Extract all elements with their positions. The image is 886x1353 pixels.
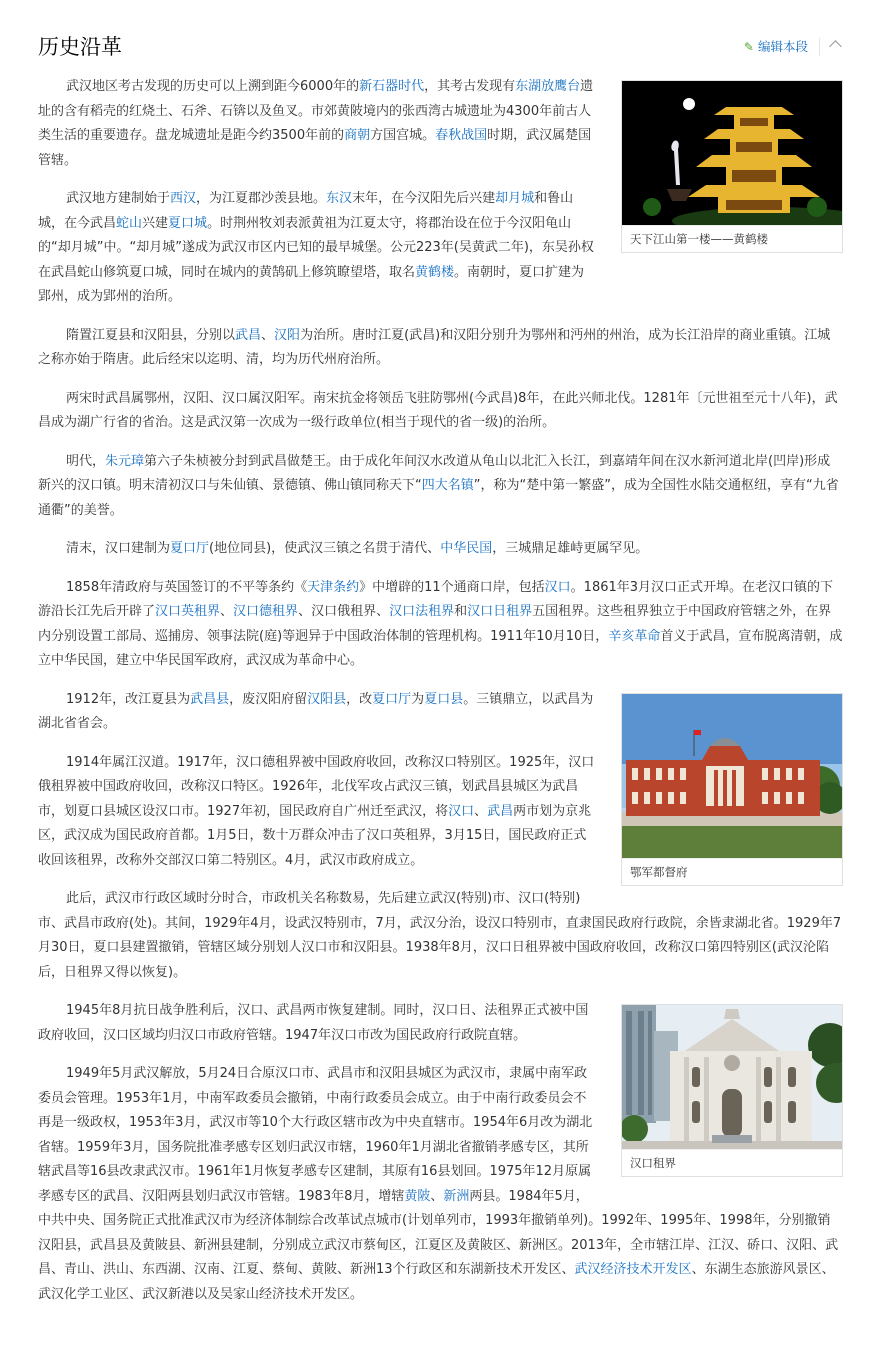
header-divider xyxy=(819,38,820,56)
white-church-building-illustration xyxy=(622,1005,842,1149)
paragraph-text: 1949年5月武汉解放，5月24日合原汉口市、武昌市和汉阳县城区为武汉市，隶属中南军政委员会管理。1953年1月，中南军政委员会撤销，中南行政委员会成立。由于中南行政委员会不再是一级政权，1953年3月，武汉市等10个大行政区辖市改为中央直辖市。1954年6月改为湖北省辖。1959年3月，国务院批准孝感专区划归武汉市辖，1960年1月湖北省撤销孝感专区，其所辖武昌等16县改隶武汉市。1961年1月恢复孝感专区建制，其原有16县划回。1975年12月原属孝感专区的武昌、汉阳两县划归武汉市管辖。1983年8月，增辖 xyxy=(38,1066,593,1204)
article-link[interactable]: 汉阳县 xyxy=(307,691,347,707)
paragraph-text: 。1861年3月汉口正式开埠。在老汉口镇的下游沿长江先后开辟了 xyxy=(38,579,834,619)
edit-section-button[interactable] xyxy=(744,38,808,56)
red-brick-building-illustration xyxy=(622,694,842,858)
paragraph-text: 方国宫城。 xyxy=(370,128,436,143)
paragraph-text: 明代， xyxy=(66,453,106,469)
paragraph-text: 清末，汉口建制为 xyxy=(66,541,171,556)
paragraph-text: 兴建 xyxy=(142,215,169,231)
paragraph-text: 两市划为京兆区，武汉成为国民政府首都。1月5日，数十万群众冲击了汉口英租界，3月15日，国民政府正式收回该租界，改称外交部汉口第二特别区。4月，武汉市政府成立。 xyxy=(38,803,592,868)
paragraph-text: 末年，在今汉阳先后兴建 xyxy=(352,191,496,206)
article-link[interactable]: 四大名镇 xyxy=(421,478,474,493)
article-link[interactable]: 汉口法租界 xyxy=(389,604,455,619)
paragraph-text: 第六子朱桢被分封到武昌做楚王。由于成化年间汉水改道从龟山以北汇入长江，到嘉靖年间在汉水新河道北岸(凹岸)形成新兴的汉口镇。明末清初汉口与朱仙镇、景德镇、佛山镇同称天下“ xyxy=(38,453,831,493)
paragraph-text: (地位同县)，使武汉三镇之名贯于清代、 xyxy=(209,541,441,556)
figure-hubei-military-government[interactable] xyxy=(621,693,843,886)
paragraph-text: 首义于武昌，宣布脱离清朝，成立中华民国，建立中华民国军政府，武汉成为革命中心。 xyxy=(38,628,843,668)
paragraph-text: ，三城鼎足雄峙更属罕见。 xyxy=(492,541,649,556)
article-link[interactable]: 东湖放鹰台 xyxy=(515,79,581,94)
paragraph-text: 、 xyxy=(430,1188,444,1204)
article-link[interactable]: 汉口 xyxy=(544,579,571,595)
paragraph-text: 为 xyxy=(411,691,425,707)
article-link[interactable]: 辛亥革命 xyxy=(608,628,661,644)
article-link[interactable]: 汉口英租界 xyxy=(155,604,221,619)
article-link[interactable]: 武汉经济技术开发区 xyxy=(574,1262,692,1277)
figure-caption: 汉口租界 xyxy=(622,1149,842,1176)
paragraph-text: 两县。1984年5月，中共中央、国务院正式批准武汉市为经济体制综合改革试点城市(计划单列市，1993年撤销单列)。1992年、1995年、1998年，分别撤销汉阳县，武昌县及黄陂县、新洲县建制，分别成立武汉市蔡甸区，江夏区及黄陂区、新洲区。2013年，全市辖江岸、江汉、硚口、汉阳、武昌、青山、洪山、东西湖、汉南、江夏、蔡甸、黄陂、新洲13个行政区和东湖新技术开发区、 xyxy=(38,1188,839,1277)
paragraph-text: 、 xyxy=(474,803,488,819)
edit-section-label: 编辑本段 xyxy=(757,39,808,54)
article-link[interactable]: 夏口厅 xyxy=(170,541,210,556)
figure-caption: 天下江山第一楼——黄鹤楼 xyxy=(622,225,842,252)
article-link[interactable]: 黄陂 xyxy=(404,1188,431,1204)
article-link[interactable]: 武昌 xyxy=(487,803,514,819)
paragraph xyxy=(38,887,843,985)
figure-yellow-crane-tower[interactable] xyxy=(621,80,843,253)
paragraph-text: ”，称为“楚中第一繁盛”，成为全国性水陆交通枢纽，享有“九省通衢”的美誉。 xyxy=(38,478,839,518)
paragraph-text: 和 xyxy=(454,604,468,619)
paragraph-text: 。时荆州牧刘表派黄祖为江夏太守，将郡治设在位于今汉阳龟山的“却月城”中。“却月城”遂成为武汉市区内已知的最早城堡。公元223年(吴黄武二年)，东吴孙权在武昌蛇山修筑夏口城，同时在城内的黄鹄矶上修筑瞭望塔，取名 xyxy=(38,215,594,280)
paragraph-text: 》中增辟的11个通商口岸，包括 xyxy=(359,579,545,595)
section-title: 历史沿革 xyxy=(38,35,122,59)
paragraph-text: 、 xyxy=(261,327,275,343)
article-link[interactable]: 新石器时代 xyxy=(359,79,425,94)
paragraph-text: 。三镇鼎立，以武昌为湖北省省会。 xyxy=(38,691,594,731)
paragraph-text: 和鲁山城，在今武昌 xyxy=(38,191,574,231)
paragraph-text: ，其考古发现有 xyxy=(424,79,516,94)
article-link[interactable]: 中华民国 xyxy=(440,541,493,556)
paragraph-text: 、 xyxy=(220,604,234,619)
figure-hankou-concession[interactable] xyxy=(621,1004,843,1177)
section-header xyxy=(38,30,848,66)
paragraph-text: 此后，武汉市行政区域时分时合，市政机关名称数易，先后建立武汉(特别)市、汉口(特别)市、武昌市政府(处)。其间，1929年4月，设武汉特别市，7月，武汉分治，设汉口特别市，直隶国民政府行政院，余皆隶湖北省。1929年7月30日，夏口县建置撤销，管辖区域分别划人汉口市和汉阳县。1938年8月，汉口日租界被中国政府收回，改称汉口第四特别区(武汉沦陷后，日租界又得以恢复)。 xyxy=(38,891,842,980)
article-link[interactable]: 夏口城 xyxy=(168,215,208,231)
article-link[interactable]: 却月城 xyxy=(495,191,535,206)
paragraph-text: 五国租界。这些租界独立于中国政府管辖之外，在界内分别设置工部局、巡捕房、领事法院(庭)等迥异于中国政治体制的管理机构。1911年10月10日， xyxy=(38,604,832,644)
paragraph-text: 1945年8月抗日战争胜利后，汉口、武昌两市恢复建制。同时，汉口日、法租界正式被中国政府收回，汉口区域均归汉口市政府管辖。1947年汉口市改为国民政府行政院直辖。 xyxy=(38,1003,589,1043)
yellow-crane-tower-illustration xyxy=(622,81,842,225)
article-link[interactable]: 汉口 xyxy=(448,803,475,819)
paragraph-text: 。南朝时，夏口扩建为郢州，成为郢州的治所。 xyxy=(38,264,585,304)
paragraph-text: ，废汉阳府留 xyxy=(229,691,308,707)
paragraph-text: 武汉地方建制始于 xyxy=(66,191,171,206)
paragraph-text: 遗址的含有稻壳的红烧土、石斧、石锛以及鱼叉。市郊黄陂境内的张西湾古城遗址为4300年前古人类生活的重要遗存。盘龙城遗址是距今约3500年前的 xyxy=(38,79,594,143)
red-brick-building-image xyxy=(622,694,842,858)
paragraph xyxy=(38,324,843,373)
paragraph-text: 两宋时武昌属鄂州，汉阳、汉口属汉阳军。南宋抗金将领岳飞驻防鄂州(今武昌)8年，在此兴师北伐。1281年〔元世祖至元十八年)，武昌成为湖广行省的省治。这是武汉第一次成为一级行政单位(相当于现代的省一级)的治所。 xyxy=(38,390,838,430)
article-link[interactable]: 汉阳 xyxy=(274,327,301,343)
article-link[interactable]: 汉口德租界 xyxy=(233,604,299,619)
article-link[interactable]: 夏口厅 xyxy=(372,691,412,707)
article-link[interactable]: 朱元璋 xyxy=(105,453,145,469)
article-link[interactable]: 黄鹤楼 xyxy=(415,264,455,280)
figure-caption: 鄂军都督府 xyxy=(622,858,842,885)
article-link[interactable]: 天津条约 xyxy=(307,579,360,595)
article-link[interactable]: 武昌县 xyxy=(190,691,230,707)
article-link[interactable]: 夏口县 xyxy=(424,691,464,707)
article-content xyxy=(38,75,843,1321)
paragraph-text: ，改 xyxy=(346,691,373,707)
article-link[interactable]: 汉口日租界 xyxy=(467,604,533,619)
article-link[interactable]: 西汉 xyxy=(170,191,197,206)
paragraph-text: 1912年，改江夏县为 xyxy=(66,691,191,707)
paragraph xyxy=(38,387,843,436)
paragraph-text: 时期，武汉属楚国管辖。 xyxy=(38,128,592,168)
article-link[interactable]: 武昌 xyxy=(235,327,262,343)
article-link[interactable]: 新洲 xyxy=(443,1188,470,1204)
paragraph xyxy=(38,576,843,674)
paragraph-text: ，为江夏郡沙羡县地。 xyxy=(196,191,327,206)
paragraph-text: 1914年属江汉道。1917年，汉口德租界被中国政府收回，改称汉口特别区。1925年，汉口俄租界被中国政府收回，改称汉口特区。1926年，北伐军攻占武汉三镇，划武昌县城区为武昌市，划夏口县城区设汉口市。1927年初，国民政府自广州迁至武汉，将 xyxy=(38,754,595,819)
yellow-crane-tower-image xyxy=(622,81,842,225)
collapse-chevron-up-icon[interactable] xyxy=(826,34,846,54)
article-link[interactable]: 东汉 xyxy=(326,191,353,206)
article-link[interactable]: 蛇山 xyxy=(116,215,143,231)
paragraph-text: 为治所。唐时江夏(武昌)和汉阳分别升为鄂州和沔州的州治，成为长江沿岸的商业重镇。江城之称亦始于隋唐。此后经宋以迄明、清，均为历代州府治所。 xyxy=(38,327,831,367)
article-link[interactable]: 春秋战国 xyxy=(435,128,488,143)
white-church-building-image xyxy=(622,1005,842,1149)
pencil-icon: ✎ xyxy=(743,40,754,54)
article-link[interactable]: 商朝 xyxy=(344,128,371,143)
paragraph xyxy=(38,450,843,524)
paragraph-text: 、汉口俄租界、 xyxy=(298,604,390,619)
paragraph-text: 隋置江夏县和汉阳县，分别以 xyxy=(66,327,236,343)
paragraph xyxy=(38,537,843,562)
paragraph-text: 、东湖生态旅游风景区、武汉化学工业区、武汉新港以及吴家山经济技术开发区。 xyxy=(38,1262,835,1302)
paragraph-text: 武汉地区考古发现的历史可以上溯到距今6000年的 xyxy=(66,79,360,94)
paragraph-text: 1858年清政府与英国签订的不平等条约《 xyxy=(66,579,308,595)
